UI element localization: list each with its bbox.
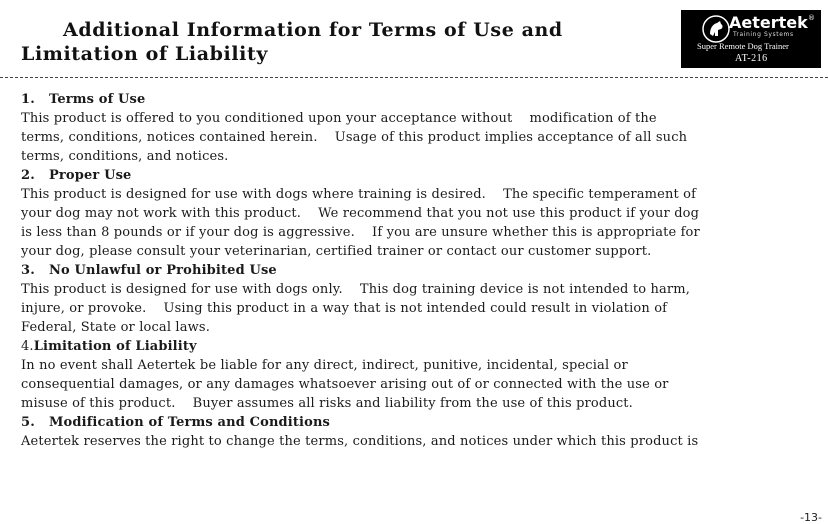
section-line: Federal, State or local laws. [21, 320, 211, 335]
section-number: 3. [21, 263, 35, 278]
section-line: This product is designed for use with dogs where training is desired. The specific temperament of [21, 187, 697, 202]
section-terms-of-use [21, 90, 781, 166]
logo-registered-mark: ® [808, 14, 815, 22]
section-line: This product is offered to you conditioned upon your acceptance without modification of the [21, 111, 657, 126]
section-line: In no event shall Aetertek be liable for any direct, indirect, punitive, incidental, special or [21, 358, 628, 373]
dog-emblem-icon [701, 14, 731, 44]
section-line: terms, conditions, and notices. [21, 149, 229, 164]
section-heading [21, 90, 781, 109]
logo-tagline: Super Remote Dog Trainer [697, 41, 789, 51]
section-title: Terms of Use [49, 92, 146, 107]
section-number: 5. [21, 415, 35, 430]
section-heading [21, 337, 781, 356]
brand-logo [681, 10, 821, 68]
section-title: Limitation of Liability [33, 339, 197, 354]
section-line: your dog may not work with this product. We recommend that you not use this product if your dog [21, 206, 700, 221]
section-heading [21, 261, 781, 280]
header-divider [0, 77, 828, 78]
section-title: No Unlawful or Prohibited Use [49, 263, 277, 278]
section-line: Aetertek reserves the right to change the terms, conditions, and notices under which this product is [21, 434, 699, 449]
section-limitation-of-liability [21, 337, 781, 413]
section-number: 4. [21, 339, 34, 354]
section-line: This product is designed for use with dogs only. This dog training device is not intended to harm, [21, 282, 690, 297]
section-proper-use [21, 166, 781, 261]
section-line: your dog, please consult your veterinarian, certified trainer or contact our customer support. [21, 244, 652, 259]
section-modification-of-terms [21, 413, 781, 451]
section-line: consequential damages, or any damages whatsoever arising out of or connected with the use or [21, 377, 669, 392]
section-title: Proper Use [49, 168, 132, 183]
logo-systems: Training Systems [733, 31, 794, 38]
section-heading [21, 166, 781, 185]
section-line: terms, conditions, notices contained herein. Usage of this product implies acceptance of all such [21, 130, 688, 145]
section-title: Modification of Terms and Conditions [49, 415, 331, 430]
section-line: misuse of this product. Buyer assumes all risks and liability from the use of this product. [21, 396, 633, 411]
document-title: Additional Information for Terms of Use and Limitation of Liability [21, 19, 563, 65]
section-line: injure, or provoke. Using this product in a way that is not intended could result in violation of [21, 301, 668, 316]
logo-brand: Aetertek [729, 13, 808, 32]
section-line: is less than 8 pounds or if your dog is aggressive. If you are unsure whether this is appropriate for [21, 225, 700, 240]
section-number: 1. [21, 92, 35, 107]
logo-model: AT-216 [735, 53, 768, 64]
page-number: -13- [800, 511, 822, 524]
section-number: 2. [21, 168, 35, 183]
section-heading [21, 413, 781, 432]
section-no-unlawful-use [21, 261, 781, 337]
terms-content [21, 90, 781, 451]
